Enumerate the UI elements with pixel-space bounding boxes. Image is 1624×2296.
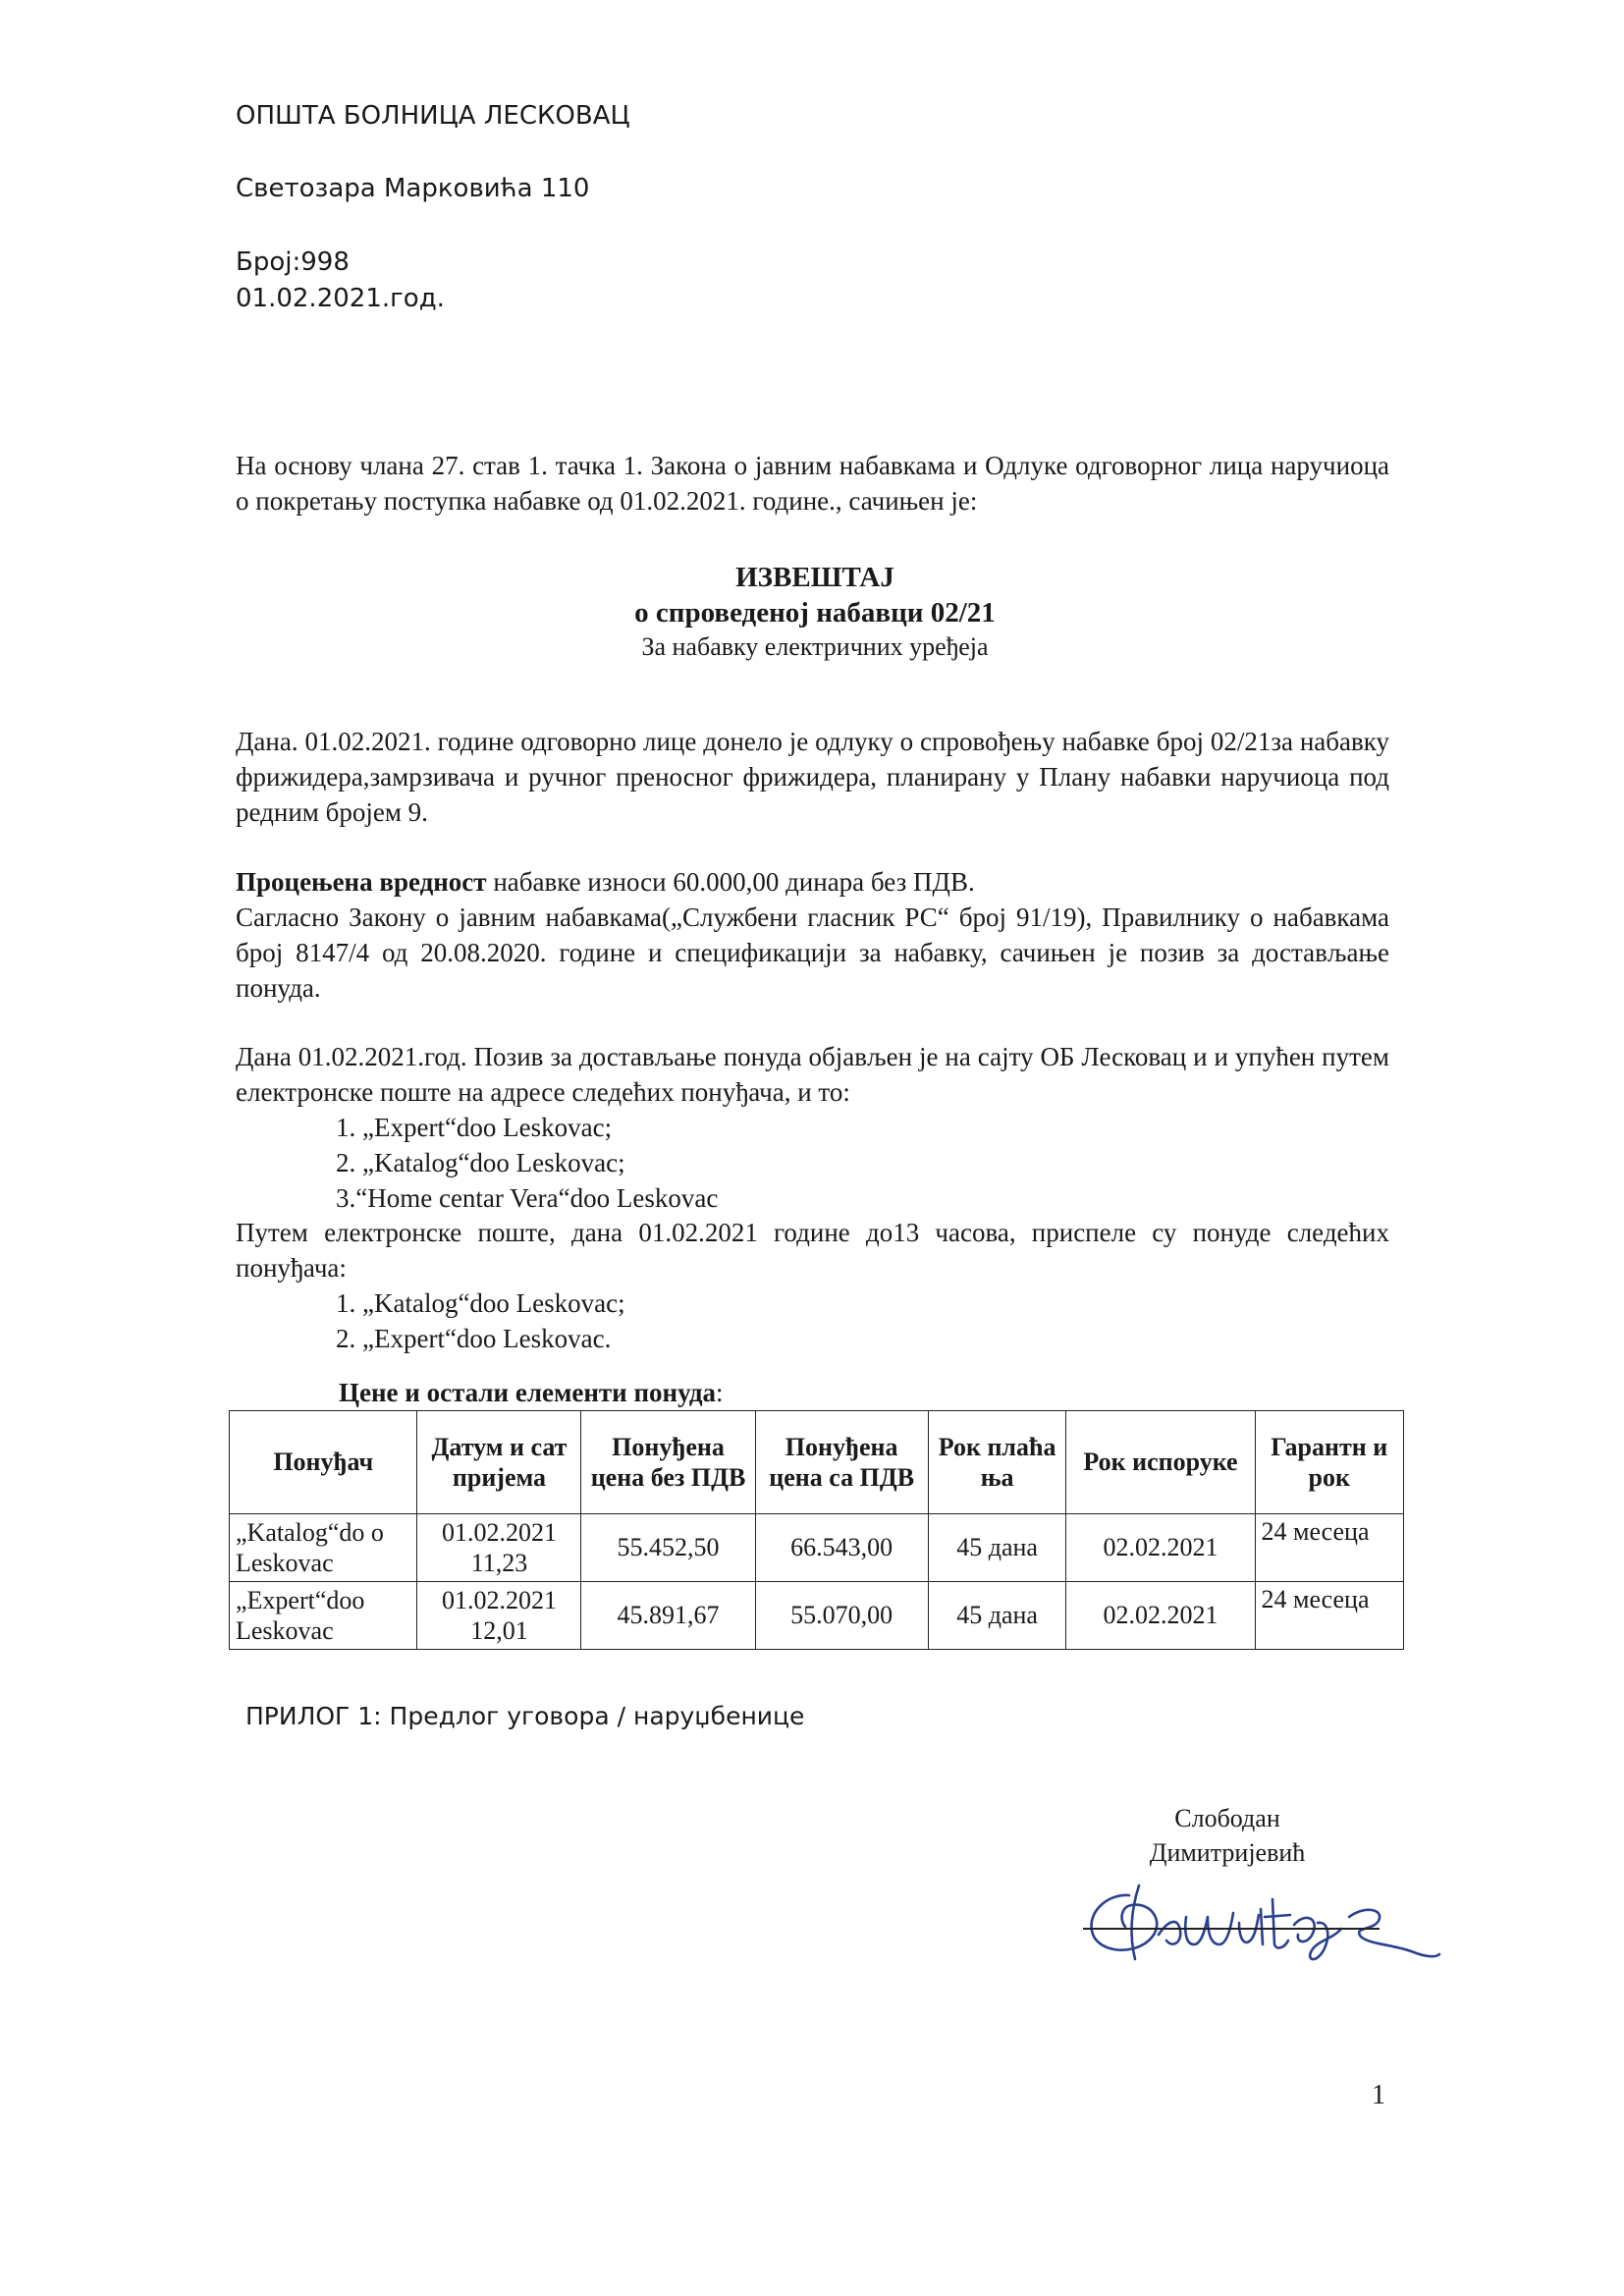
price-gross-cell: 66.543,00 [755,1514,928,1582]
institution-address: Светозара Марковића 110 [236,174,590,203]
payment-term-cell: 45 дана [928,1582,1066,1650]
received-cell: 01.02.2021 11,23 [417,1514,581,1582]
received-cell: 01.02.2021 12,01 [417,1582,581,1650]
price-gross-cell: 55.070,00 [755,1582,928,1650]
table-caption-text: Цене и остали елементи понуда [339,1378,717,1407]
estimate-label: Процењена вредност [236,867,487,897]
table-row [230,1514,1404,1582]
handwritten-signature [1070,1866,1443,1974]
column-header-delivery: Рок испоруке [1066,1411,1255,1514]
invited-bidders-list [236,1110,1389,1217]
received-paragraph: Путем електронске поште, дана 01.02.2021 године до13 часова, приспеле су понуде следећих понуђача: [236,1218,1389,1284]
list-item: 3.“Home centar Vera“doo Leskovac [336,1183,719,1214]
price-net-cell: 45.891,67 [581,1582,755,1650]
bidder-cell: „Expert“doo Leskovac [230,1582,417,1650]
legal-basis-paragraph: Сагласно Закону о јавним набавкама(„Службени гласник РС“ број 91/19), Правилнику о набавкама број 8147/4 од 20.08.2020. године и спецификацији за набавку, сачињен је позив за достављање понуда. [236,902,1389,1004]
list-item: 2. „Expert“doo Leskovac. [336,1324,612,1354]
invitation-paragraph: Дана 01.02.2021.год. Позив за достављање понуда објављен је на сајту ОБ Лесковац и и упућен путем електронске поште на адресе следећих понуђача, и то: [236,1042,1389,1108]
warranty-cell: 24 месеца [1255,1582,1403,1650]
institution-name: ОПШТА БОЛНИЦА ЛЕСКОВАЦ [236,101,630,131]
delivery-cell: 02.02.2021 [1066,1514,1255,1582]
attachment-note: ПРИЛОГ 1: Предлог уговора / наруџбенице [245,1702,805,1730]
table-caption [339,1374,724,1411]
signatory-first-name: Слободан [1174,1804,1280,1832]
column-header-payment-term: Рок плаћа ња [928,1411,1066,1514]
column-header-bidder: Понуђач [230,1411,417,1514]
signatory-name [1100,1801,1355,1870]
title-description: За набавку електричних уређеја [641,631,989,661]
column-header-received: Датум и сат пријема [417,1411,581,1514]
received-bidders-list [236,1285,1389,1356]
page-number: 1 [1372,2080,1385,2110]
title-heading: ИЗВЕШТАЈ [735,562,894,593]
estimate-value: набавке износи 60.000,00 динара без ПДВ. [486,867,975,897]
document-number: Број:998 [236,247,350,277]
column-header-price-net: Понуђена цена без ПДВ [581,1411,755,1514]
title-subject: о спроведеној набавци 02/21 [634,597,996,629]
table-header-row [230,1411,1404,1514]
estimate-paragraph [236,864,1389,900]
bidder-cell: „Katalog“do o Leskovac [230,1514,417,1582]
payment-term-cell: 45 дана [928,1514,1066,1582]
column-header-price-gross: Понуђена цена са ПДВ [755,1411,928,1514]
column-header-warranty: Гарантн и рок [1255,1411,1403,1514]
intro-paragraph: На основу члана 27. став 1. тачка 1. Закона о јавним набавкама и Одлуке одговорног лица наручиоца о покретању поступка набавке од 01.02.2021. године., сачињен је: [236,451,1389,517]
list-item: 1. „Katalog“doo Leskovac; [336,1288,625,1318]
table-caption-colon: : [716,1378,724,1407]
offers-table [229,1410,1404,1650]
decision-paragraph: Дана. 01.02.2021. године одговорно лице донело је одлуку о спровођењу набавке број 02/21за набавку фрижидера,замрзивача и ручног преносног фрижидера, планирану у Плану набавки наручиоца под редним бројем 9. [236,727,1389,828]
list-item: 1. „Expert“doo Leskovac; [336,1113,613,1142]
warranty-cell: 24 месеца [1255,1514,1403,1582]
table-row [230,1582,1404,1650]
signature-line [1083,1928,1380,1930]
report-title [393,560,1237,663]
price-net-cell: 55.452,50 [581,1514,755,1582]
document-date: 01.02.2021.год. [236,284,445,313]
list-item: 2. „Katalog“doo Leskovac; [336,1148,625,1178]
signatory-last-name: Димитријевић [1149,1838,1306,1868]
delivery-cell: 02.02.2021 [1066,1582,1255,1650]
